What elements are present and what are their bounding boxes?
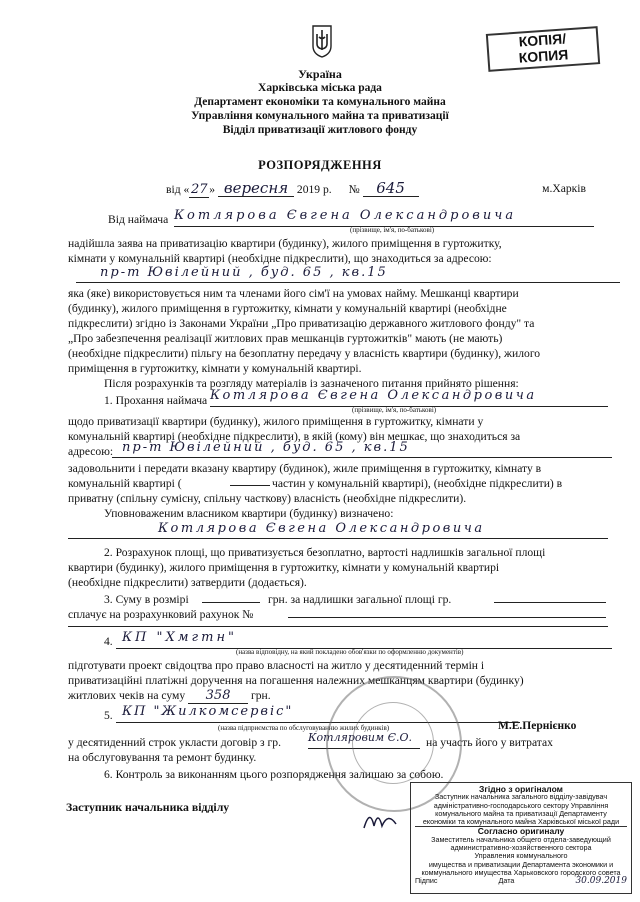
document-title: РОЗПОРЯДЖЕННЯ — [258, 158, 382, 172]
cert2-line4: имущества и приватизации Департамента экономики и — [428, 859, 614, 869]
cert-date-label: Дата — [498, 876, 515, 886]
item1-line1: щодо приватизації квартири (будинку), жилого приміщення в гуртожитку, кімнати у — [68, 415, 484, 428]
dateline-prefix: від « — [166, 183, 190, 196]
header-department: Департамент економіки та комунального майна — [194, 96, 446, 108]
item5-line2: на обслуговування та ремонт будинку. — [68, 751, 257, 764]
item3-c: сплачує на розрахунковий рахунок № — [68, 608, 254, 621]
item2-line2: квартири (будинку), жилого приміщення в гуртожитку, кімнати у комунальній квартирі — [68, 561, 500, 574]
cert-title: Згідно з оригіналом — [479, 784, 563, 794]
tenant-caption: (прізвище, ім'я, по-батькові) — [350, 226, 435, 234]
para1-line3: яка (яке) використовується ним та членами його сім'ї на умовах найму. Мешканці квартири — [68, 287, 519, 300]
para1-line4: (будинку), жилого приміщення в гуртожитку, кімнати у комунальній квартирі (необхідне — [68, 302, 507, 315]
header-country: Україна — [298, 67, 342, 81]
tenant-label: Від наймача — [108, 213, 169, 226]
copy-stamp-line2: КОПИЯ — [518, 46, 569, 66]
item4-sum-value: 358 — [188, 688, 248, 704]
item2-line3: (необхідне підкреслити) затвердити (додається). — [68, 576, 307, 589]
item4-sum-suffix: грн. — [250, 689, 271, 702]
decision-intro: Після розрахунків та розгляду матеріалів із зазначеного питання прийнято рішення: — [104, 377, 519, 390]
cert-line1: Заступник начальника загального відділу-завідувач — [434, 792, 608, 802]
cert-line4: економіки та комунального майна Харківської міської ради — [422, 817, 620, 827]
dateline-number: 645 — [363, 181, 419, 197]
tenant-name: Котлярова Євгена Олександровича — [174, 208, 594, 227]
item2-line1: 2. Розрахунок площі, що приватизується безоплатно, вартості надлишків загальної площі — [104, 546, 546, 559]
item3-person-blank — [494, 602, 606, 603]
item1-line6: приватну (спільну сумісну, спільну часткову) власність (необхідне підкреслити). — [68, 492, 467, 505]
para1-line7: (необхідне підкреслити) пільгу на безоплатну передачу у власність квартири (будинку), жилого — [68, 347, 541, 360]
para1-line1: надійшла заява на приватизацію квартири (будинку), жилого приміщення в гуртожитку, — [68, 237, 502, 250]
item5-line1-name: Котляровим Є.О. — [308, 731, 420, 749]
item4-org: КП "Хмгтн" — [116, 630, 612, 649]
item1-address: пр-т Ювілейний , буд. 65 , кв.15 — [112, 440, 612, 458]
cert-line3: комунального майна та приватизації Департаменту — [435, 808, 607, 818]
cert2-line2: административно-хозяйственного сектора — [450, 843, 592, 853]
copy-stamp — [486, 26, 600, 72]
item1-label: 1. Прохання наймача — [104, 394, 208, 407]
item1-line5a: комунальній квартирі ( — [68, 477, 182, 490]
cert2-line5: коммунального имущества Харьковского городского совета — [421, 867, 621, 877]
item1-line4: задовольнити і передати вказану квартиру (будинок), жиле приміщення в гуртожитку, кімнату в — [68, 462, 542, 475]
item5-caption: (назва підприємства по обслуговуванню жилих будинків) — [218, 724, 390, 732]
signature-name: М.Е.Пернієнко — [498, 720, 577, 732]
cert-sign-label: Підпис — [415, 876, 438, 886]
item3-extra-line — [68, 626, 608, 627]
owner-name: Котлярова Євгена Олександровича — [68, 521, 608, 539]
item4-sum-prefix: житлових чеків на суму — [68, 689, 186, 702]
para1-line5: підкреслити) згідно із Законами України „Про приватизацію державного житлового фонду" та — [68, 317, 535, 330]
item4-caption: (назва відповідну, на який покладено обов'язки по оформленню документів) — [236, 648, 464, 656]
item4-line1: підготувати проект свідоцтва про право власності на житло у десятиденний термін і — [68, 659, 485, 672]
dateline — [166, 181, 606, 199]
item4-line2: приватизаційні платіжні доручення на погашення належних мешканцям квартири (будинку) — [68, 674, 524, 687]
item1-address-label: адресою: — [68, 445, 114, 458]
item5-line1-prefix: у десятиденний строк укласти договір з гр. — [68, 736, 281, 749]
dateline-mid: » — [209, 183, 216, 196]
cert-date: 30.09.2019 — [575, 876, 627, 887]
item4-num: 4. — [104, 635, 113, 648]
certification-box — [410, 782, 632, 894]
cert-line2: адміністративно-господарського сектору Управління — [433, 800, 609, 810]
item1-line5b: частин у комунальній квартирі), (необхідне підкреслити) в — [272, 477, 563, 490]
address-line: пр-т Ювілейний , буд. 65 , кв.15 — [76, 265, 620, 283]
item3-b: грн. за надлишки загальної площі гр. — [268, 593, 452, 606]
dateline-day: 27 — [191, 182, 208, 197]
dateline-no-label: № — [348, 183, 360, 196]
dateline-city: м.Харків — [542, 182, 586, 195]
item3-a: 3. Суму в розмірі — [104, 593, 189, 606]
dateline-month: вересня — [218, 181, 294, 197]
item4-sum-line — [68, 688, 368, 704]
header-section: Відділ приватизації житлового фонду — [222, 124, 418, 136]
para1-line6: „Про забезпечення реалізації житлових прав мешканців гуртожитків" мають (не мають) — [68, 332, 503, 345]
item1-caption: (прізвище, ім'я, по-батькові) — [352, 406, 437, 414]
header-office: Управління комунального майна та приватизації — [191, 110, 449, 122]
cert2-line1: Заместитель начальника общего отдела-заведующий — [431, 834, 611, 844]
para1-line2: кімнати у комунальній квартирі (необхідне підкреслити), що знаходиться за адресою: — [68, 252, 492, 265]
item1-name: Котлярова Євгена Олександровича — [210, 388, 608, 407]
item3-sum-blank — [202, 602, 260, 603]
owner-label: Уповноваженим власником квартири (будинку) визначено: — [104, 507, 394, 520]
signature-position: Заступник начальника відділу — [66, 800, 230, 814]
item1-share-blank — [230, 485, 270, 486]
dateline-year: 2019 р. — [296, 183, 332, 196]
cert2-line3: Управления коммунального — [474, 851, 568, 861]
cert-title2: Согласно оригиналу — [415, 826, 627, 835]
header-council: Харківська міська рада — [258, 82, 382, 94]
para1-line8: приміщення в гуртожитку, кімнати у комунальній квартирі. — [68, 362, 362, 375]
item1-line2: комунальній квартирі (необхідне підкреслити), в якій (кому) він мешкає, що знаходиться за — [68, 430, 521, 443]
coat-of-arms-trident-icon — [311, 24, 333, 58]
item5-line1-suffix: на участь його у витратах — [426, 736, 553, 749]
item5-num: 5. — [104, 709, 113, 722]
item6: 6. Контроль за виконанням цього розпорядження залишаю за собою. — [104, 768, 444, 781]
item5-org: КП "Жилкомсервіс" — [116, 704, 520, 723]
item3-account-blank — [288, 617, 606, 618]
signature-scribble-icon — [360, 806, 400, 834]
copy-stamp-line1: КОПІЯ/ — [518, 30, 567, 50]
